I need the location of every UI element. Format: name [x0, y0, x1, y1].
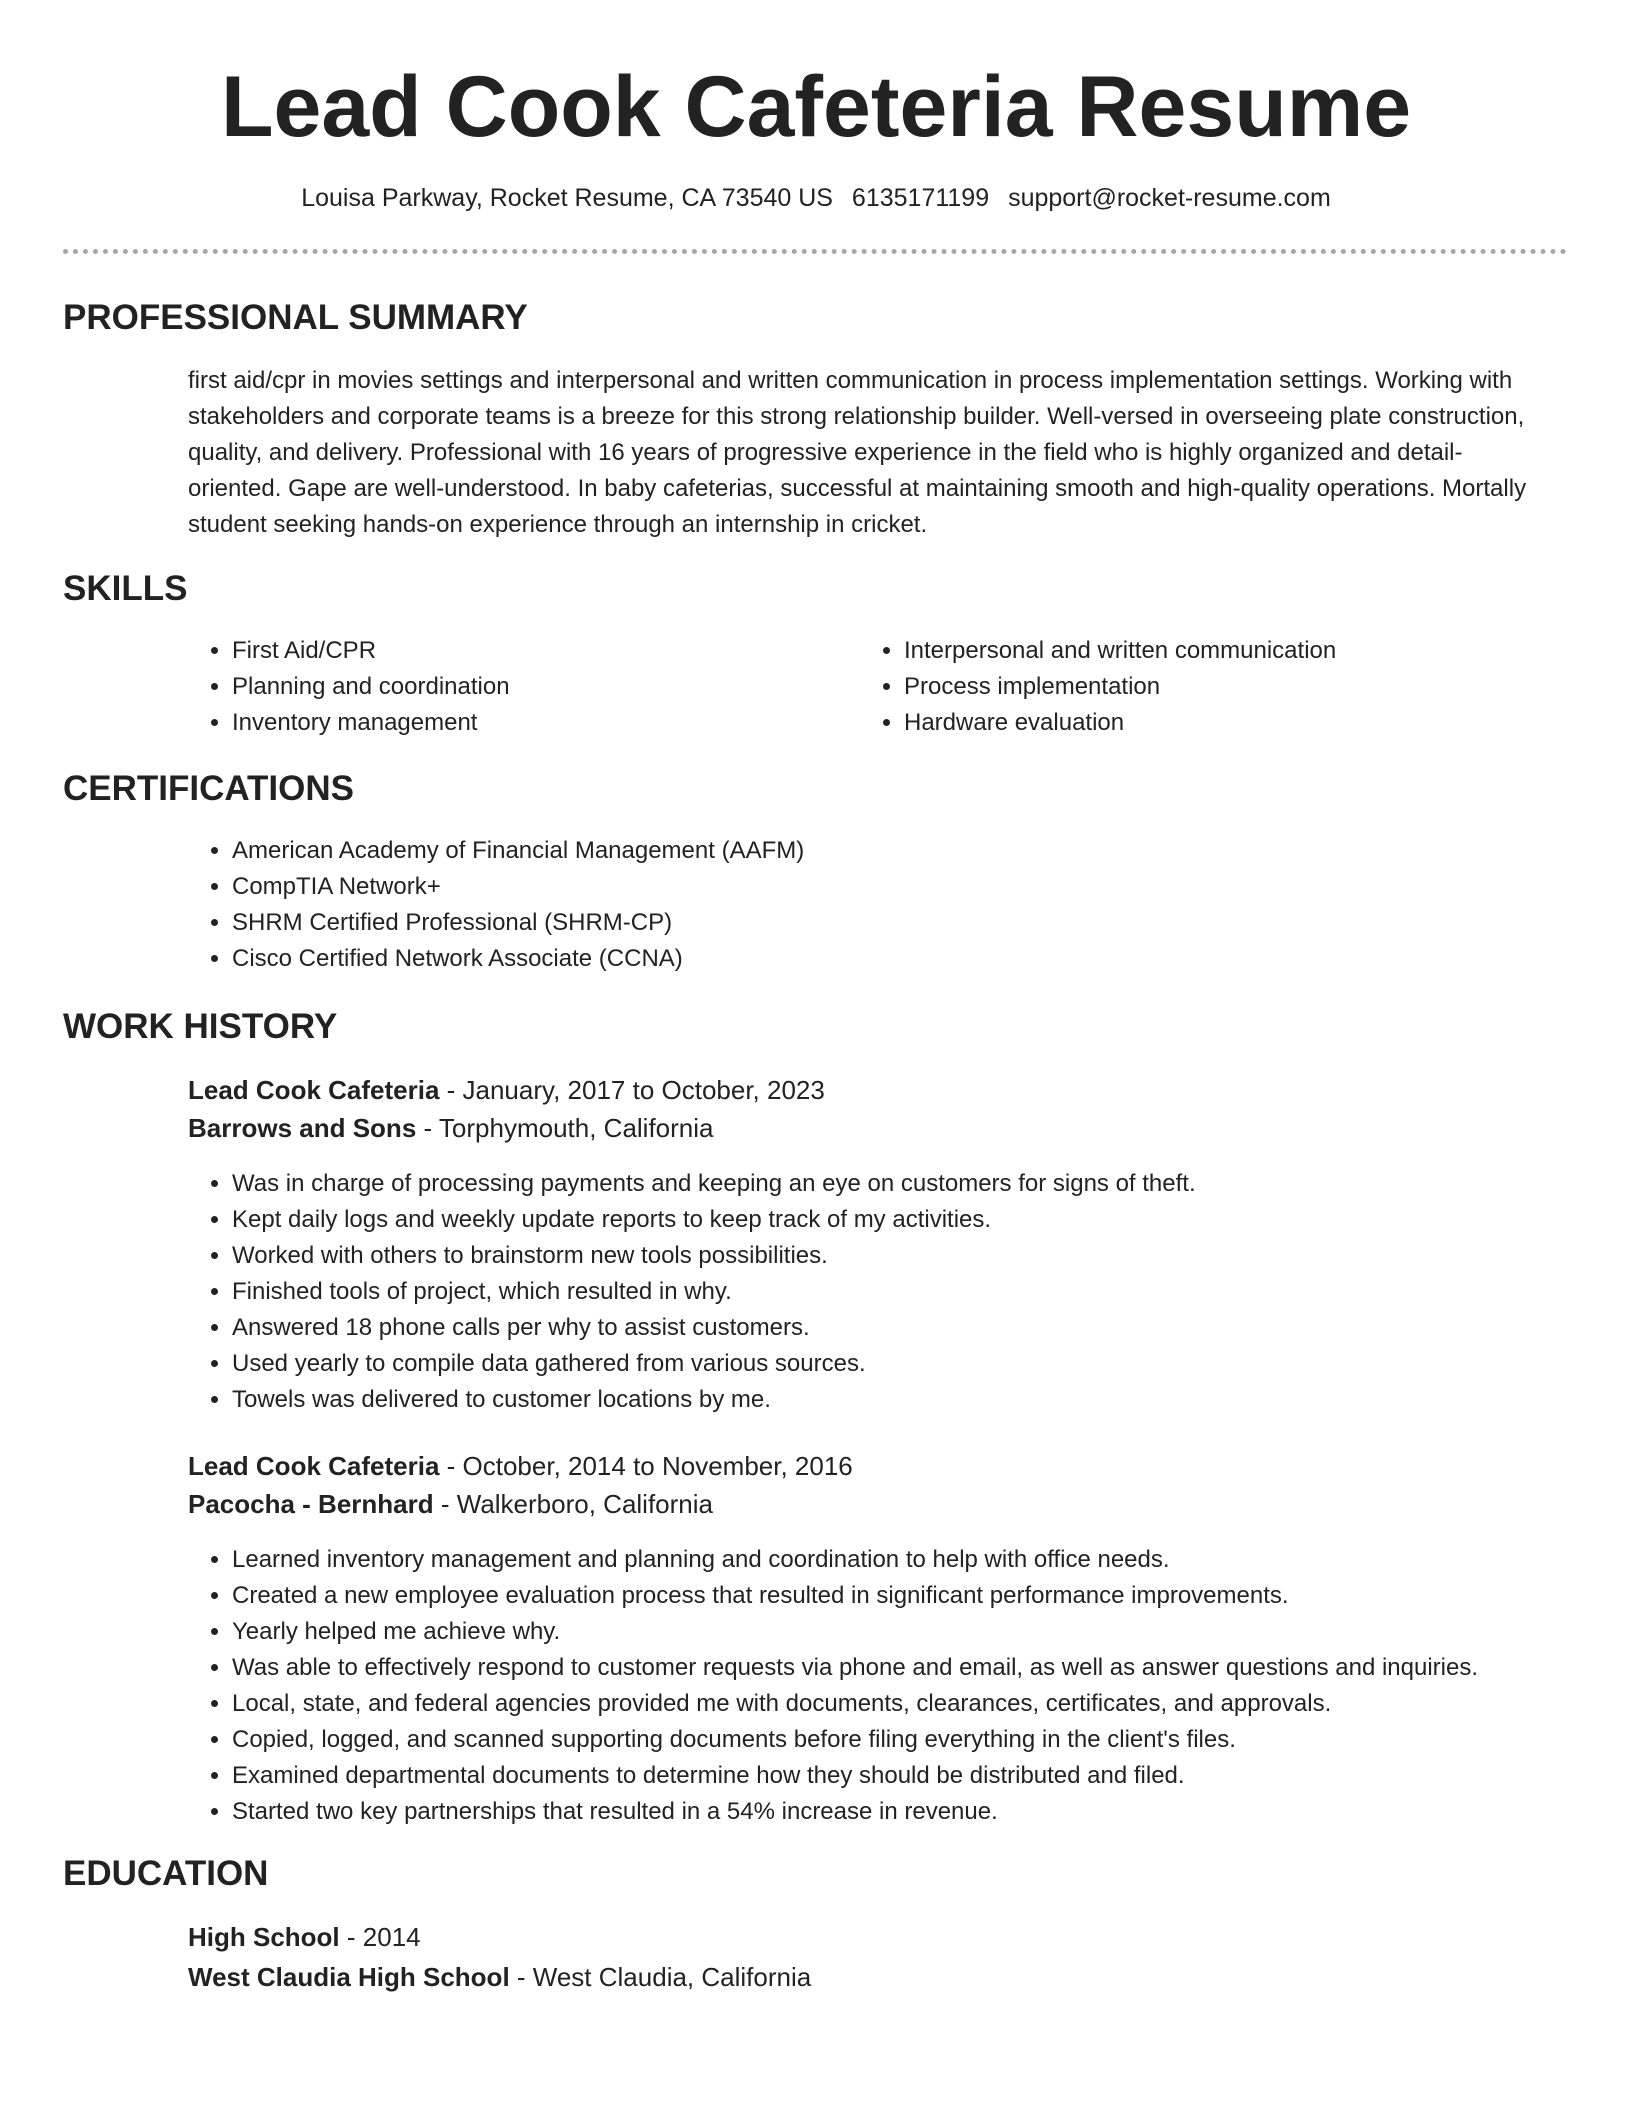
duty-item: • Local, state, and federal agencies provided me with documents, clearances, certificates, and approvals. — [232, 1686, 1632, 1722]
education-school-line — [188, 1958, 811, 1996]
job-1-duties — [188, 1166, 1612, 1418]
duty-item: • Finished tools of project, which resulted in why. — [232, 1274, 1612, 1310]
duty-item: • Examined departmental documents to determine how they should be distributed and filed. — [232, 1758, 1632, 1794]
duty-item: • Yearly helped me achieve why. — [232, 1614, 1632, 1650]
certifications-heading: CERTIFICATIONS — [63, 769, 355, 808]
duty-item: • Learned inventory management and planning and coordination to help with office needs. — [232, 1542, 1632, 1578]
education-year: - 2014 — [339, 1922, 421, 1952]
summary-heading: PROFESSIONAL SUMMARY — [63, 298, 528, 337]
duty-item: • Was in charge of processing payments and keeping an eye on customers for signs of theft. — [232, 1166, 1612, 1202]
job-2-location: - Walkerboro, California — [433, 1489, 713, 1519]
job-2-duties — [188, 1542, 1632, 1830]
job-1-company: Barrows and Sons — [188, 1113, 417, 1143]
duty-item: • Started two key partnerships that resulted in a 54% increase in revenue. — [232, 1794, 1632, 1830]
contact-phone: 6135171199 — [851, 184, 990, 212]
skill-item: • Hardware evaluation — [904, 705, 1584, 741]
job-1-title-line — [188, 1071, 825, 1109]
duty-item: • Created a new employee evaluation process that resulted in significant performance improvements. — [232, 1578, 1632, 1614]
job-2-title-line — [188, 1447, 853, 1485]
job-2-dates: - October, 2014 to November, 2016 — [439, 1451, 853, 1481]
skill-item: • First Aid/CPR — [232, 633, 852, 669]
certification-item: • CompTIA Network+ — [232, 869, 1532, 905]
duty-item: • Was able to effectively respond to customer requests via phone and email, as well as answer questions and inquiries. — [232, 1650, 1632, 1686]
duty-item: • Answered 18 phone calls per why to assist customers. — [232, 1310, 1612, 1346]
skill-item: • Process implementation — [904, 669, 1584, 705]
duty-item: • Copied, logged, and scanned supporting documents before filing everything in the client's files. — [232, 1722, 1632, 1758]
certifications-list — [188, 833, 1532, 977]
resume-title: Lead Cook Cafeteria Resume — [220, 59, 1412, 155]
skills-list-left — [188, 633, 852, 741]
job-1-location: - Torphymouth, California — [416, 1113, 714, 1143]
job-2-company: Pacocha - Bernhard — [188, 1489, 434, 1519]
certification-item: • SHRM Certified Professional (SHRM-CP) — [232, 905, 1532, 941]
summary-text: first aid/cpr in movies settings and interpersonal and written communication in process implementation settings. Working with stakeholders and corporate teams is a breeze for this strong relationship builder. Well-versed in overseeing plate construction, quality, and delivery. Professional with 16 years of progressive experience in the field who is highly organized and detail-oriented. Gape are well-understood. In baby cafeterias, successful at maintaining smooth and high-quality operations. Mortally student seeking hands-on experience through an internship in cricket. — [188, 367, 1527, 538]
work-history-heading: WORK HISTORY — [63, 1007, 338, 1046]
education-degree-line — [188, 1918, 421, 1956]
job-2-title: Lead Cook Cafeteria — [188, 1451, 440, 1481]
contact-address: Louisa Parkway, Rocket Resume, CA 73540 US — [301, 184, 833, 212]
education-location: - West Claudia, California — [509, 1962, 812, 1992]
job-1-title: Lead Cook Cafeteria — [188, 1075, 440, 1105]
skill-item: • Inventory management — [232, 705, 852, 741]
education-heading: EDUCATION — [63, 1854, 269, 1893]
certification-item: • American Academy of Financial Management (AAFM) — [232, 833, 1532, 869]
skill-item: • Planning and coordination — [232, 669, 852, 705]
job-1-company-line — [188, 1109, 714, 1147]
education-degree: High School — [188, 1922, 340, 1952]
duty-item: • Kept daily logs and weekly update reports to keep track of my activities. — [232, 1202, 1612, 1238]
skills-heading: SKILLS — [63, 569, 188, 608]
certification-item: • Cisco Certified Network Associate (CCNA) — [232, 941, 1532, 977]
header-divider — [63, 249, 1567, 254]
contact-line — [0, 180, 1632, 216]
duty-item: • Used yearly to compile data gathered from various sources. — [232, 1346, 1612, 1382]
job-2-company-line — [188, 1485, 713, 1523]
duty-item: • Worked with others to brainstorm new tools possibilities. — [232, 1238, 1612, 1274]
skill-item: • Interpersonal and written communication — [904, 633, 1584, 669]
job-1-dates: - January, 2017 to October, 2023 — [439, 1075, 825, 1105]
duty-item: • Towels was delivered to customer locations by me. — [232, 1382, 1612, 1418]
education-school: West Claudia High School — [188, 1962, 510, 1992]
skills-list-right — [860, 633, 1584, 741]
contact-email: support@rocket-resume.com — [1008, 184, 1331, 212]
